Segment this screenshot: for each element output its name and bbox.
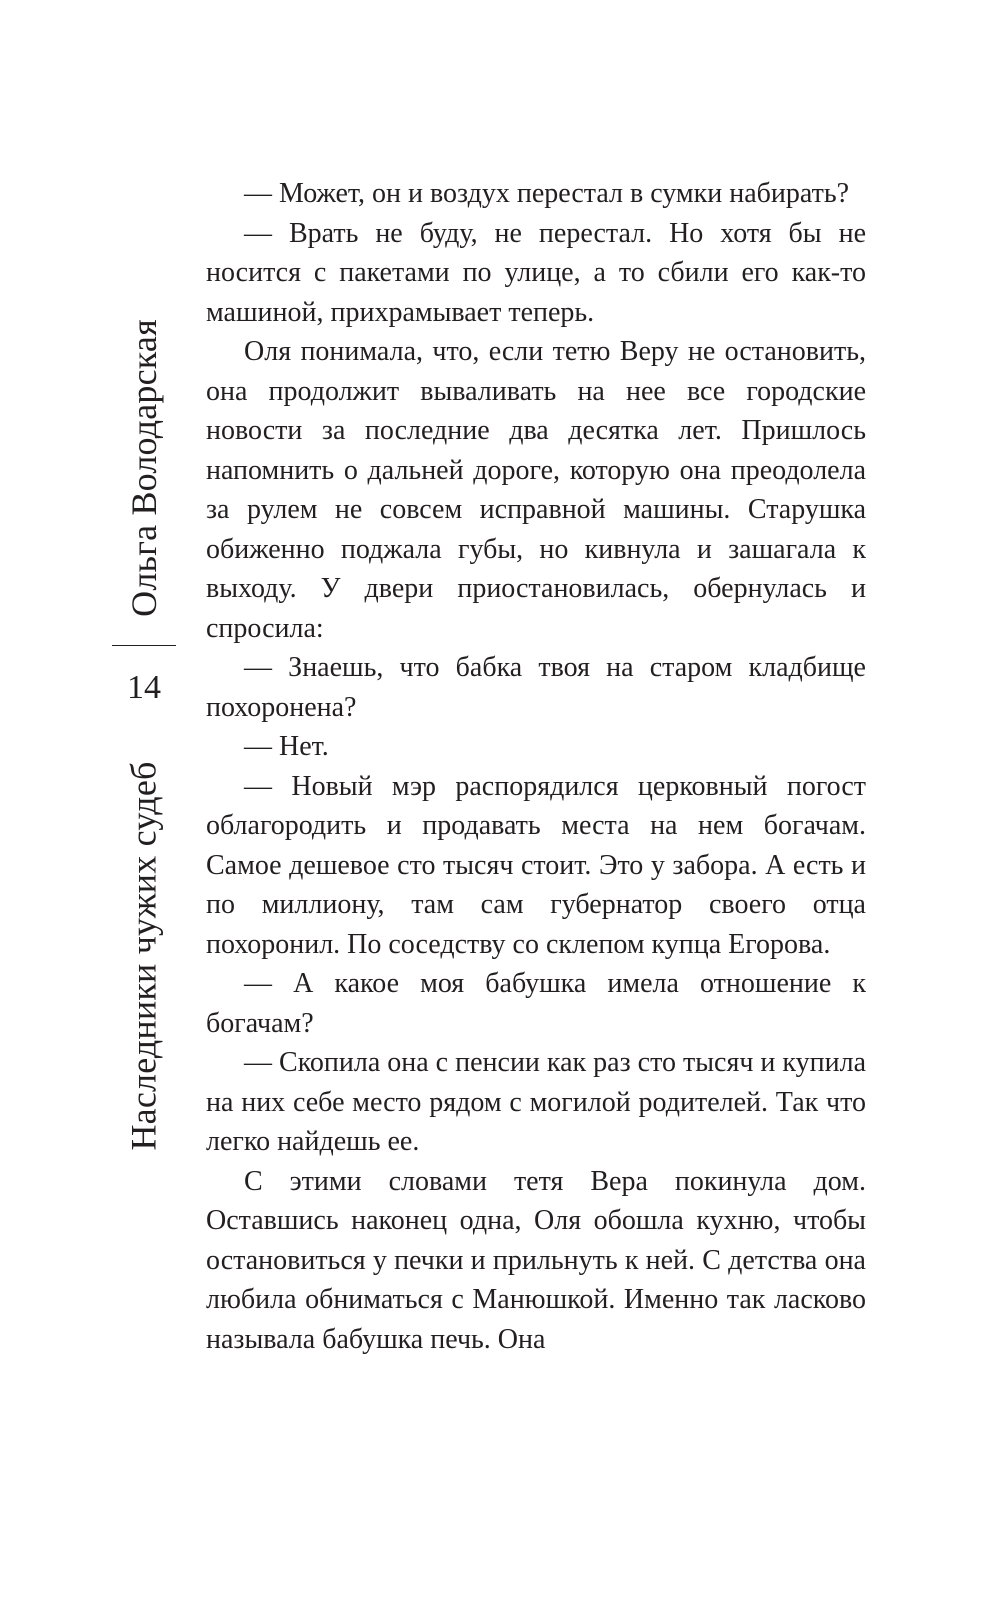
paragraph: Оля понимала, что, если тетю Веру не остановить, она продолжит вываливать на нее все городские новости за последние два десятка лет. Пришлось напомнить о дальней дороге, которую она преодолела за рулем не совсем исправной машины. Старушка обиженно поджала губы, но кивнула и зашагала к выходу. У двери приостановилась, обернулась и спросила: [206, 336, 866, 644]
book-title: Наследники чужих судеб [124, 760, 165, 1151]
paragraph: — Знаешь, что бабка твоя на старом кладбище похоронена? [206, 652, 866, 723]
paragraph: — Врать не буду, не перестал. Но хотя бы не носится с пакетами по улице, а то сбили его как-то машиной, прихрамывает теперь. [206, 217, 866, 328]
paragraph: — Новый мэр распорядился церковный погост облагородить и продавать места на нем богачам. Самое дешевое сто тысяч стоит. Это у забора. А есть и по миллиону, там сам губернатор своего отца похоронил. По соседству со склепом купца Егорова. [206, 770, 866, 960]
running-head-title [112, 748, 176, 1163]
main-text [206, 174, 866, 1359]
paragraph: — Может, он и воздух перестал в сумки набирать? [244, 178, 850, 209]
author-name: Ольга Володарская [124, 319, 164, 617]
paragraph: С этими словами тетя Вера покинула дом. Оставшись наконец одна, Оля обошла кухню, чтобы остановиться у печки и прильнуть к ней. С детства она любила обниматься с Манюшкой. Именно так ласково называла бабушка печь. Она [206, 1165, 866, 1355]
running-head [112, 318, 176, 1163]
running-head-author [112, 318, 176, 618]
running-head-divider [112, 645, 176, 646]
page-number: 14 [127, 669, 161, 706]
paragraph: — А какое моя бабушка имела отношение к богачам? [206, 968, 866, 1039]
paragraph: — Нет. [244, 731, 329, 762]
paragraph: — Скопила она с пенсии как раз сто тысяч и купила на них себе место рядом с могилой родителей. Так что легко найдешь ее. [206, 1047, 866, 1157]
